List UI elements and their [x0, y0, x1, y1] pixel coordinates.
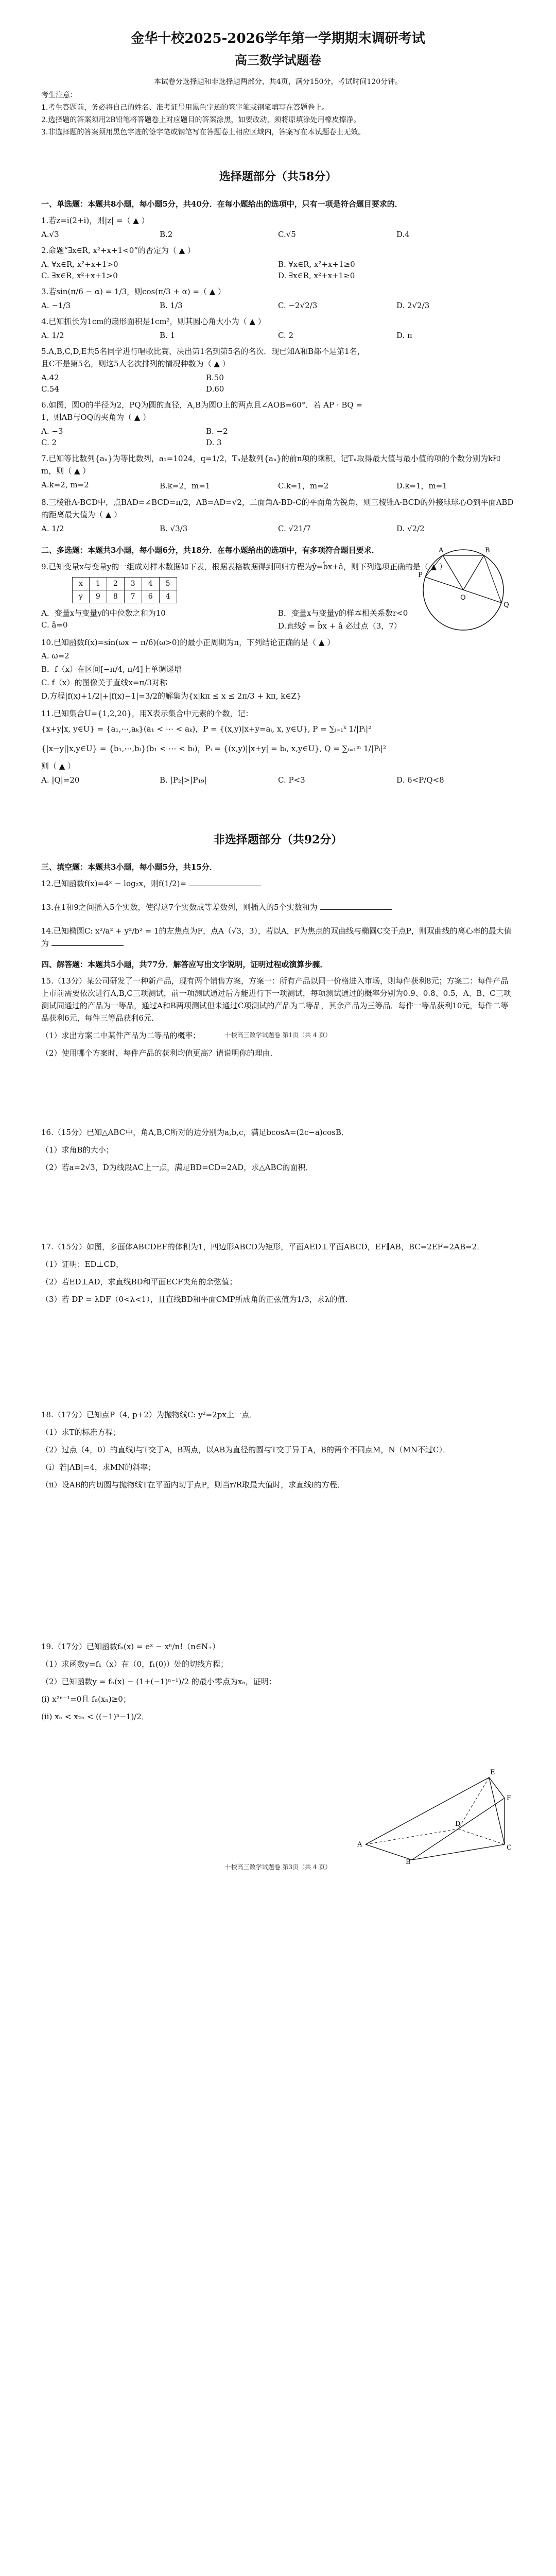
question-stem: 10.已知函数f(x)=sin(ωx − π/6)(ω>0)的最小正周期为π，下列结论正确的是（ ▲ ） — [41, 638, 335, 647]
answer-blank — [189, 878, 261, 886]
option-a: A. 1/2 — [41, 331, 64, 340]
question-2 — [41, 244, 515, 257]
table-cell: 1 — [89, 578, 107, 590]
option-c: C. √21/7 — [278, 524, 311, 533]
label-q: Q — [503, 601, 509, 609]
edge-bc — [412, 1844, 505, 1860]
question-17-sub-2: （2）若ED⊥AD，求直线BD和平面ECF夹角的余弦值； — [41, 1277, 237, 1286]
table-cell: 4 — [142, 578, 159, 590]
question-stem: 12.已知函数f(x)=4ˣ − log₂x，则f(1/2)= — [41, 879, 187, 888]
option-a: A. −3 — [41, 427, 63, 436]
choice-section-title: 选择题部分（共58分） — [219, 170, 337, 183]
option-c: C. f（x）的图像关于直线x=π/3对称 — [41, 678, 167, 687]
question-8 — [41, 496, 515, 521]
question-stem: 2.命题“∃x∈R, x²+x+1<0”的否定为（ ▲ ） — [41, 246, 195, 255]
table-row — [73, 590, 177, 603]
option-d: D.直线ŷ = b̂x + â 必过点（3，7） — [278, 621, 402, 631]
notice-item: 1.考生答题前，务必将自己的姓名、准考证号用黑色字迹的签字笔或钢笔填写在答题卷上。 — [41, 104, 329, 112]
question-15: 15.（13分）某公司研发了一种新产品，现有两个销售方案，方案一：所有产品以同一价格进入市场，则每件获利8元；方案二：每件产品上市前需要依次进行A,B,C三项测试，前一项测试通过后方能进行下一项测试，每项测试通过的概率分别为0.9、0.8、0.5，A、B、C三项测试同通过的产品为一等品，通过A和B两项测试但未通过C项测试的产品为二等品，其余产品为三等品．每件一等品获利10元，每件二等品获利6元，每件三等品获利6元． — [41, 976, 511, 1023]
data-table — [72, 577, 177, 603]
table-cell: 3 — [124, 578, 142, 590]
question-stem: 13.在1和9之间插入5个实数，使得这7个实数成等差数列，则插入的5个实数和为 — [41, 903, 318, 912]
question-17-sub-3: （3）若 DP = λDF（0<λ<1），且直线BD和平面CMP所成角的正弦值为1/3，求λ的值． — [41, 1295, 353, 1304]
fill-blank-head: 三、填空题：本题共3小题，每小题5分，共15分． — [41, 862, 217, 872]
question-stem: 8.三棱锥A-BCD中，点BAD=∠BCD=π/2，AB=AD=√2，二面角A-BD-C的平面角为锐角，则三棱锥A-BCD的外接球球心O到平面ABD的距离最大值为（ ▲ ） — [41, 498, 514, 519]
question-stem: 4.已知抓长为1cm的扇形面积是1cm²，则其圆心角大小为（ ▲ ） — [41, 317, 266, 326]
label-f: F — [507, 1794, 512, 1802]
question-stem: 3.若sin(π/6 − α) = 1/3，则cos(π/3 + α) =（ ▲ ） — [41, 287, 226, 296]
option-c: C.√5 — [278, 230, 296, 239]
option-c: C. −2√2/3 — [278, 301, 318, 310]
options-1 — [41, 230, 515, 239]
option-b: B．f（x）在区间[−π/4, π/4]上单调递增 — [41, 665, 182, 674]
label-b: B — [485, 547, 490, 554]
question-stem: 7.已知等比数列{aₙ}为等比数列，a₁=1024，q=1/2，Tₙ是数列{aₙ}的前n项的乘积，记Tₙ取得最大值与最小值的项的个数分别为k和m，则（ ▲ ） — [41, 454, 501, 476]
question-18-sub-2: （2）过点（4，0）的直线l与T交于A，B两点，以AB为直径的圆与T交于异于A，B的两个不同点M，N（MN不过C）． — [41, 1445, 450, 1454]
notice-item: 2.选择题的答案须用2B铅笔将答题卷上对应题目的答案涂黑，如要改动，须将原填涂处用橡皮擦净。 — [41, 116, 361, 124]
answer-space — [41, 1059, 515, 1121]
question-18-sub-1: （1）求T的标准方程； — [41, 1428, 121, 1437]
question-19-sub-1: （1）求函数y=f₁（x）在（0，f₁(0)）处的切线方程； — [41, 1659, 228, 1669]
question-16: 16.（15分）已知△ABC中，角A,B,C所对的边分别为a,b,c，满足bcosA=(2c−a)cosB． — [41, 1128, 349, 1137]
option-a: A.k=2, m=2 — [41, 480, 89, 489]
solution-head: 四、解答题：本题共5小题，共77分．解答应写出文字说明，证明过程或演算步骤． — [41, 960, 328, 969]
edge-ed — [458, 1777, 489, 1829]
option-a: A. |Q|=20 — [41, 775, 80, 785]
table-cell: 8 — [107, 590, 124, 603]
option-b: B.50 — [206, 373, 224, 382]
option-d: D. π — [396, 331, 412, 340]
label-c: C — [507, 1844, 512, 1852]
question-stem: 6.如图，圆O的半径为2，PQ为圆的直径，A,B为圆O上的两点且∠AOB=60°．若 AP · BQ = 1，则AB与OQ的夹角为（ ▲ ） — [41, 400, 362, 422]
option-d: D. 2√2/3 — [396, 301, 430, 310]
question-3 — [41, 285, 515, 298]
question-4 — [41, 315, 515, 328]
segment-oa — [443, 555, 463, 590]
option-d: D.k=1，m=1 — [396, 481, 447, 490]
option-c: C. ∃x∈R, x²+x+1>0 — [41, 271, 118, 280]
notice-item: 3.非选择题的答案须用黑色字迹的签字笔或钢笔写在答题卷上相应区域内，答案写在本试题卷上无效。 — [41, 128, 366, 137]
option-c: C. P<3 — [278, 775, 305, 785]
question-stem: 1.若z=i(2+i)，则|z| =（ ▲ ） — [41, 216, 149, 225]
option-d: D. ∃x∈R, x²+x+1≥0 — [278, 271, 355, 280]
question-6 — [41, 399, 371, 423]
notice-line: 本试卷分选择题和非选择题两部分，共4页，满分150分，考试时间120分钟。 — [153, 78, 403, 86]
table-cell: 4 — [159, 590, 177, 603]
multi-choice-head: 二、多选题：本题共3小题，每小题6分，共18分．在每小题给出的选项中，有多项符合题目要求． — [41, 546, 379, 555]
option-b: B．变量x与变量y的样本相关系数r<0 — [278, 608, 408, 618]
label-b: B — [406, 1858, 411, 1865]
table-cell: x — [73, 578, 90, 590]
option-b: B. 1/3 — [160, 301, 183, 310]
question-18-sub-3: （i）若|AB|=4，求MN的斜率； — [41, 1463, 156, 1472]
question-13 — [41, 901, 515, 913]
option-d: D. √2/2 — [396, 524, 425, 533]
question-18: 18.（17分）已知点P（4, p+2）为抛物线C: y²=2px上一点． — [41, 1410, 257, 1419]
question-15-sub-1: （1）求出方案二中某件产品为二等品的概率； — [41, 1031, 201, 1040]
label-p: P — [418, 571, 423, 579]
question-5 — [41, 345, 371, 370]
option-d: D.60 — [206, 384, 224, 394]
question-12 — [41, 877, 515, 890]
polyhedron-figure — [350, 1767, 515, 1865]
label-a: A — [439, 547, 444, 554]
table-cell: 6 — [142, 590, 159, 603]
options-3 — [41, 301, 515, 310]
nonchoice-section-title: 非选择题部分（共92分） — [213, 833, 343, 846]
option-d: D. 3 — [206, 438, 222, 447]
option-a: A．变量x与变量y的中位数之和为10 — [41, 608, 166, 618]
question-1 — [41, 214, 515, 227]
option-a: A. −1/3 — [41, 301, 71, 310]
question-stem: 5.A,B,C,D,E共5名同学进行唱歌比赛，决出第1名到第5名的名次．现已知A和B都不是第1名，且C不是第5名，则这5人名次排列的情况种数为（ ▲ ） — [41, 347, 365, 368]
label-d: D — [455, 1820, 461, 1828]
question-16-sub-2: （2）若a=2√3，D为线段AC上一点，满足BD=CD=2AD，求△ABC的面积． — [41, 1163, 314, 1172]
option-b: B. |P₂|>|P₁₉| — [160, 775, 207, 785]
circle-figure — [412, 541, 515, 639]
question-19-sub-3: (i) x²ⁿ⁻¹=0且 fₙ(xₙ)≥0； — [41, 1694, 131, 1704]
option-d: D. 6<P/Q<8 — [396, 775, 444, 785]
question-19: 19.（17分）已知函数fₙ(x) = eˣ − xⁿ/n!（n∈N₊） — [41, 1642, 220, 1651]
table-row — [73, 578, 177, 590]
question-11-tail: 则（ ▲ ） — [41, 761, 76, 771]
table-cell: 7 — [124, 590, 142, 603]
table-cell: 5 — [159, 578, 177, 590]
question-7 — [41, 452, 515, 477]
question-stem: 11.已知集合U={1,2,20}，用X表示集合中元素的个数，记： — [41, 709, 253, 718]
option-b: B. −2 — [206, 427, 228, 436]
figure-space — [41, 1306, 515, 1403]
question-11 — [41, 707, 515, 720]
question-16-sub-1: （1）求角B的大小； — [41, 1145, 114, 1155]
options-8 — [41, 524, 515, 533]
answer-blank — [51, 938, 124, 946]
table-cell: y — [73, 590, 90, 603]
option-b: B.k=2，m=1 — [160, 481, 211, 490]
option-a: A. ∀x∈R, x²+x+1>0 — [41, 260, 118, 269]
option-a: A. 1/2 — [41, 524, 64, 533]
question-17: 17.（15分）如图，多面体ABCDEF的体积为1，四边形ABCD为矩形，平面AED⊥平面ABCD，EF∥AB，BC=2EF=2AB=2． — [41, 1242, 485, 1251]
question-17-sub-1: （1）证明：ED⊥CD， — [41, 1260, 124, 1269]
edge-ab — [366, 1844, 412, 1860]
option-a: A.42 — [41, 373, 59, 382]
notice-head: 考生注意： — [41, 91, 77, 99]
question-19-sub-4: (ii) xₙ < x₂ₙ < ((−1)ⁿ−1)/2． — [41, 1712, 149, 1721]
options-5 — [41, 373, 371, 394]
question-15-sub-2: （2）使用哪个方案时，每件产品的获利均值更高？请说明你的理由． — [41, 1048, 278, 1058]
option-b: B. √3/3 — [160, 524, 188, 533]
segment-ob — [463, 555, 484, 590]
options-6 — [41, 427, 371, 447]
option-d: D.方程|f(x)+1/2|+|f(x)−1|=3/2的解集为{x|kπ ≤ x ≤ 2π/3 + kπ, k∈Z} — [41, 691, 302, 701]
page-footer-3: 十校高三数学试题卷 第3页（共 4 页） — [224, 1863, 332, 1871]
option-b: B.2 — [160, 230, 173, 239]
single-choice-head: 一、单选题：本题共8小题，每小题5分，共40分．在每小题给出的选项中，只有一项是符合题目要求的． — [41, 199, 403, 209]
option-b: B. 1 — [160, 331, 176, 340]
question-18-sub-4: （ii）设AB的内切圆与抛物线T在平面内切于点P，则当r/R取最大值时，求直线l的方程． — [41, 1480, 345, 1489]
exam-subtitle: 高三数学试题卷 — [235, 53, 321, 67]
page-footer-1: 十校高三数学试题卷 第1页（共 4 页） — [224, 1031, 332, 1039]
option-c: C.54 — [41, 384, 59, 394]
question-19-sub-2: （2）已知函数y = fₙ(x) − (1+(−1)ⁿ⁻¹)/2 的最小零点为xₙ，证明： — [41, 1677, 276, 1686]
options-2 — [41, 260, 515, 280]
segment-ap — [425, 555, 443, 577]
option-c: C. 2 — [41, 438, 57, 447]
question-11-line-2: {|x−y||x,y∈U} = {b₁,⋯,bₗ}(b₁ < ⋯ < bₗ)，Pᵢ = {(x,y)||x+y| = bᵢ, x,y∈U}, Q = ∑ᵢ₌₁ᵐ 1/|Pᵢ|² — [41, 744, 387, 753]
options-11 — [41, 775, 515, 785]
option-c: C. â=0 — [41, 620, 68, 630]
label-a: A — [357, 1841, 362, 1849]
option-a: A.√3 — [41, 230, 59, 239]
option-c: C.k=1，m=2 — [278, 481, 329, 490]
question-11-line-1: {x+y|x, y∈U} = {a₁,⋯,aₖ}(a₁ < ⋯ < aₖ)，P = {(x,y)|x+y=aᵢ, x, y∈U}, P = ∑ᵢ₌₁ᵏ 1/|Pᵢ|² — [41, 724, 372, 734]
question-stem: 9.已知变量x与变量y的一组成对样本数据如下表，根据表格数据得到回归方程为ŷ=b̂x+â，则下列选项正确的是（ ▲ ） — [41, 562, 447, 571]
option-d: D.4 — [396, 230, 410, 239]
label-o: O — [460, 594, 466, 602]
option-a: A. ω=2 — [41, 651, 70, 660]
option-c: C. 2 — [278, 331, 294, 340]
answer-space — [41, 1174, 515, 1235]
option-b: B. ∀x∈R, x²+x+1≥0 — [278, 260, 355, 269]
answer-blank — [320, 902, 392, 910]
table-cell: 2 — [107, 578, 124, 590]
options-7 — [41, 480, 515, 491]
table-cell: 9 — [89, 590, 107, 603]
question-14 — [41, 925, 515, 950]
edge-dc — [458, 1829, 505, 1844]
edge-fb — [412, 1798, 505, 1860]
answer-space — [41, 1491, 515, 1635]
label-e: E — [490, 1769, 495, 1776]
question-stem: 14.已知椭圆C: x²/a² + y²/b² = 1的左焦点为F，点A（√3，3），若以A，F为焦点的双曲线与椭圆C交于点P，则双曲线的离心率的最大值为 — [41, 926, 512, 948]
exam-title: 金华十校2025-2026学年第一学期期末调研考试 — [131, 31, 425, 46]
options-4 — [41, 331, 515, 340]
